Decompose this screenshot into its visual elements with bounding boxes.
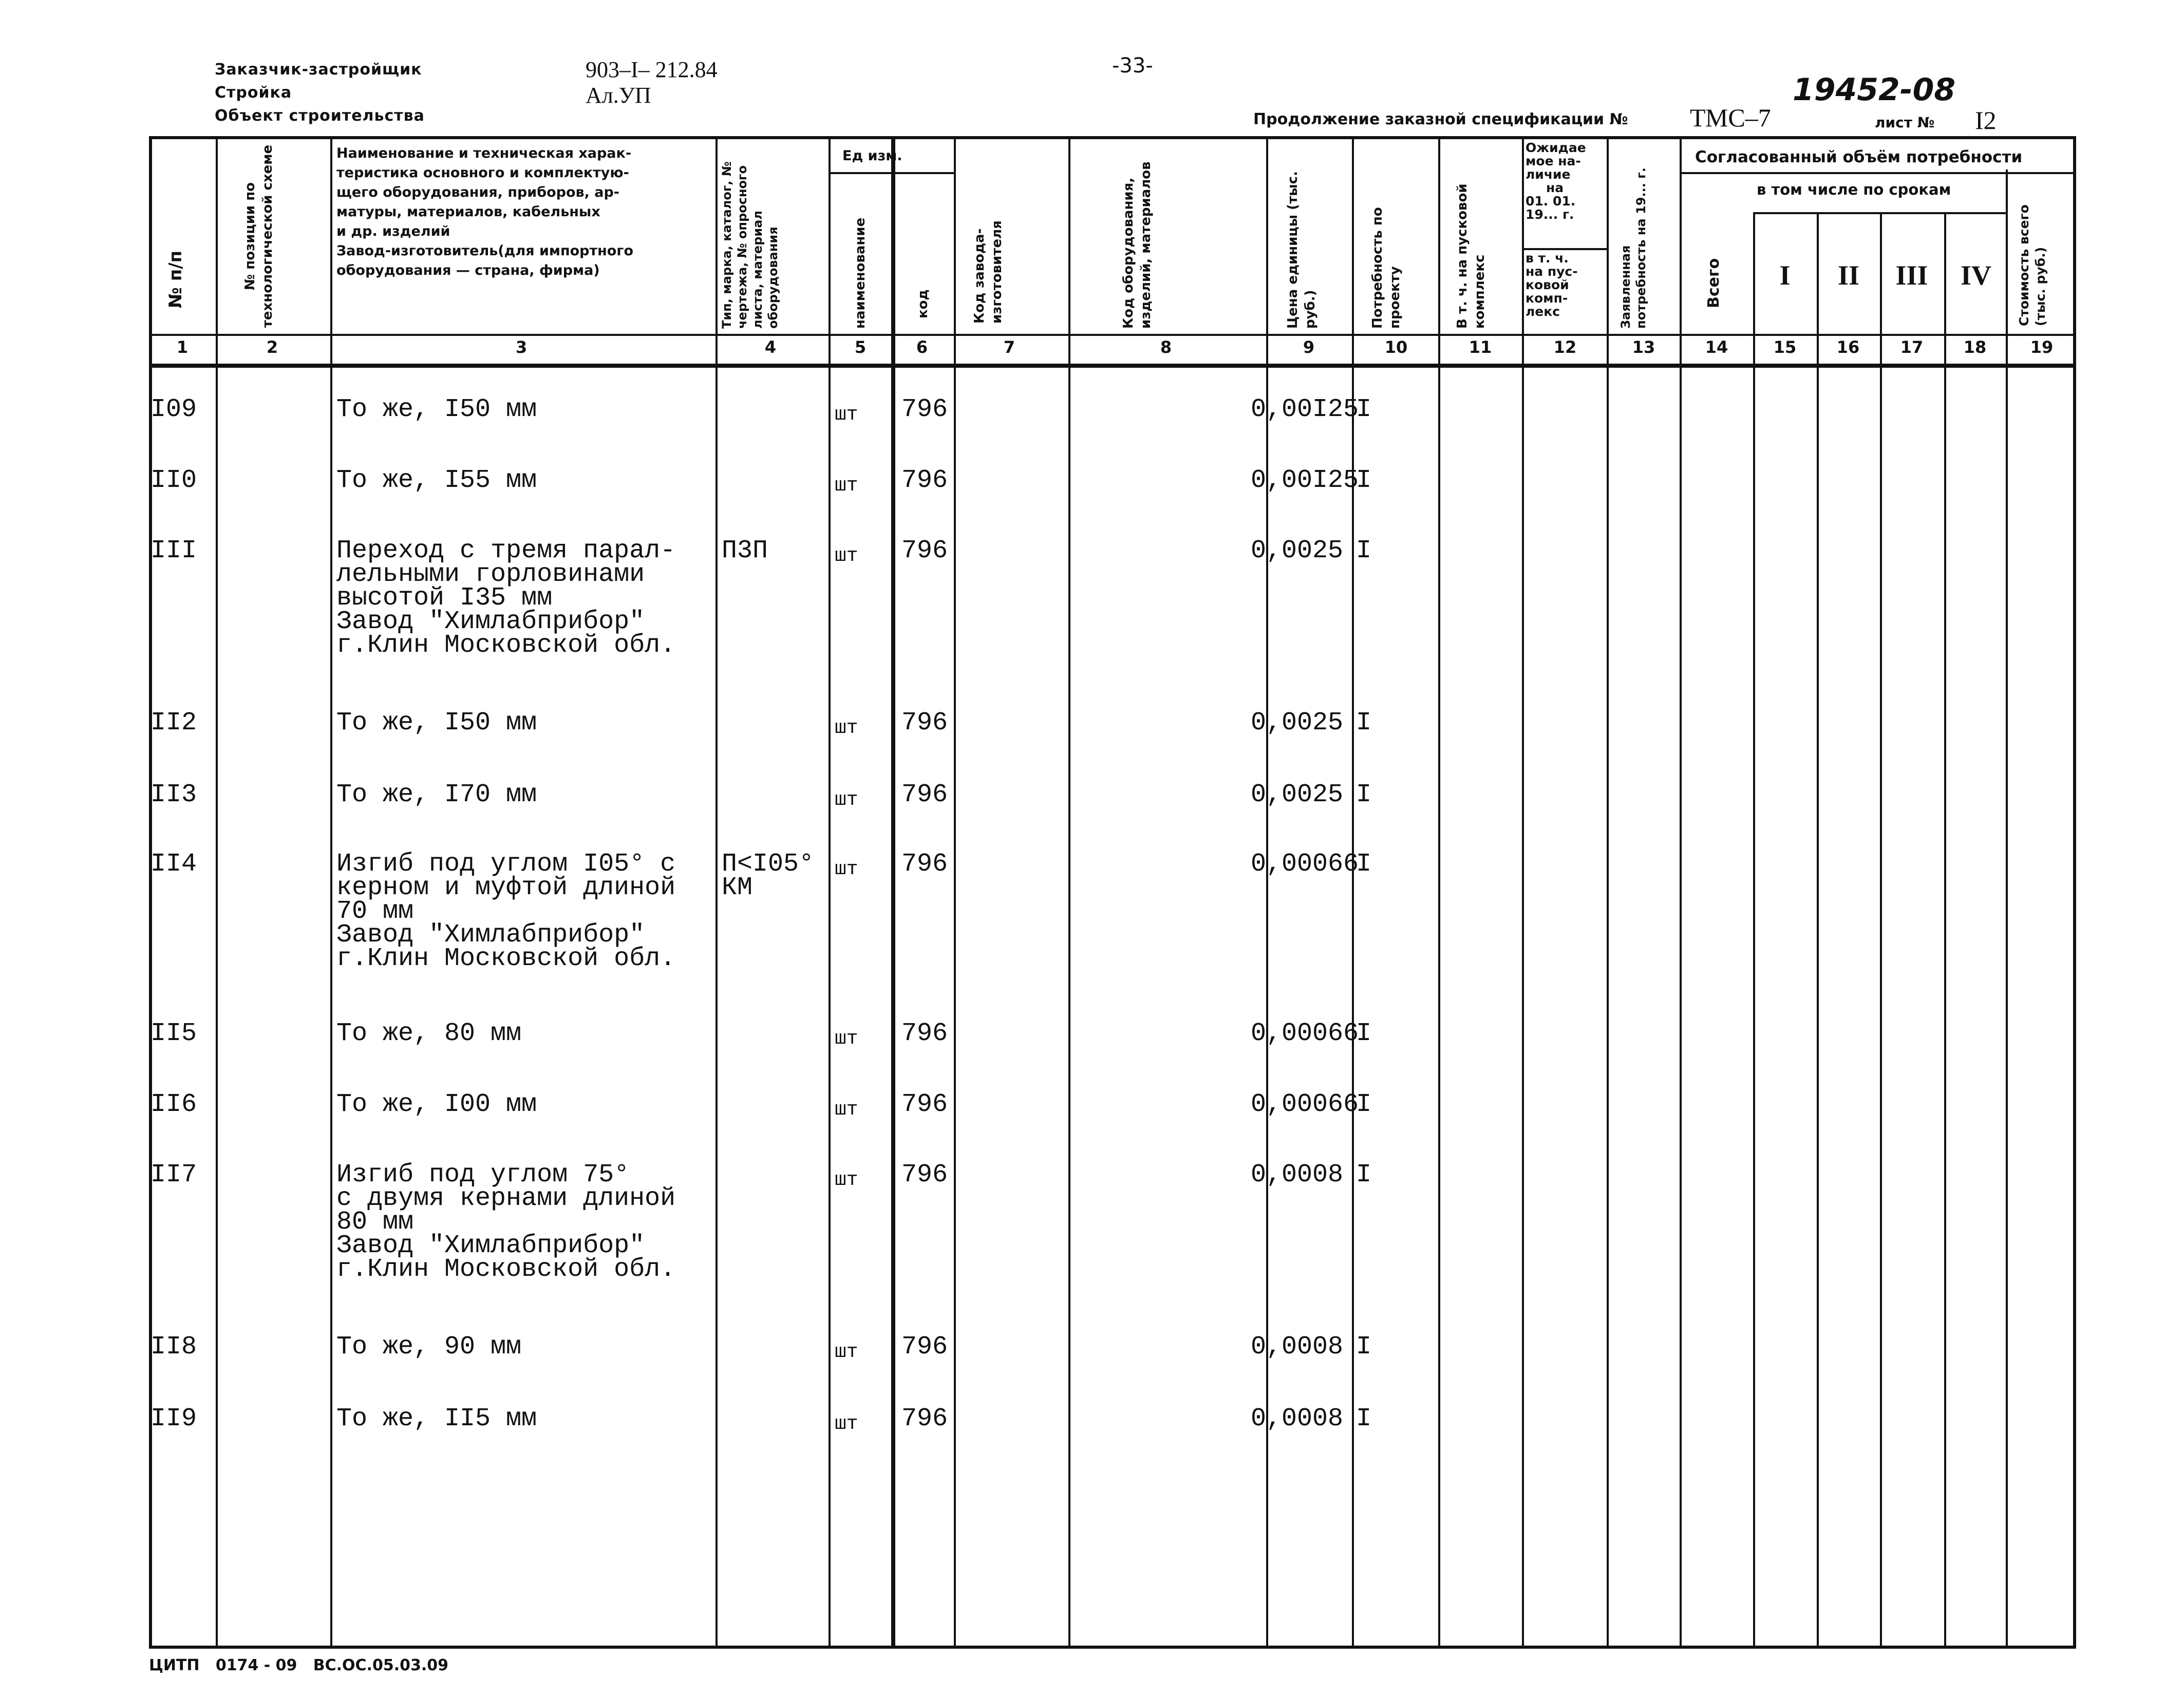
header-col-5: наименование <box>853 217 868 329</box>
unit-code: 796 <box>901 1160 948 1190</box>
header-col-3-line: оборудования — страна, фирма) <box>336 262 600 278</box>
project-qty: I <box>1356 466 1372 495</box>
project-qty: I <box>1356 1090 1372 1119</box>
object-label: Объект строительства <box>215 107 425 125</box>
header-col-12-line: личие <box>1526 167 1571 182</box>
unit-name: шт <box>835 545 858 567</box>
header-col-7: Код завода-изготовителя <box>972 220 1005 324</box>
project-qty: I <box>1356 1019 1372 1048</box>
item-name: То же, I50 мм <box>336 708 537 738</box>
col-divider <box>2006 169 2008 1649</box>
header-col-3-line: щего оборудования, приборов, ар- <box>336 184 619 200</box>
header-col-12-line: мое на- <box>1526 154 1581 168</box>
header-term-4: IV <box>1960 260 1991 291</box>
column-number: 16 <box>1836 337 1860 357</box>
row-divider <box>1753 212 2008 214</box>
header-by-terms: в том числе по срокам <box>1757 181 1951 198</box>
project-qty: I <box>1356 1332 1372 1362</box>
project-qty: I <box>1356 780 1372 809</box>
row-number: I09 <box>150 395 197 424</box>
archive-number: 19452-08 <box>1793 72 1956 108</box>
column-number: 17 <box>1900 337 1924 357</box>
col-divider <box>829 136 831 1649</box>
header-col-12-line: 01. 01. <box>1526 194 1576 209</box>
column-number: 7 <box>1003 337 1015 357</box>
unit-code: 796 <box>901 1090 948 1119</box>
header-col-13: Заявленная потребность на 19... г. <box>1618 167 1648 329</box>
unit-name: шт <box>835 1413 858 1435</box>
unit-name: шт <box>835 717 858 739</box>
unit-code: 796 <box>901 708 948 738</box>
item-name: Изгиб под углом 75° с двумя кернами длиной 80 мм Завод "Химлабприбор" г.Клин Московской обл. <box>336 1160 676 1284</box>
col-divider <box>216 136 218 1649</box>
column-number: 4 <box>764 337 777 357</box>
album-label: Ал.УП <box>586 83 651 108</box>
column-number: 1 <box>176 337 189 357</box>
header-col-12-line: Ожидае <box>1526 140 1586 155</box>
page-number: -33- <box>1112 54 1153 78</box>
project-number: 903–I– 212.84 <box>586 57 718 82</box>
header-col-2: № позиции по технологической схеме <box>242 144 275 328</box>
header-term-3: III <box>1895 260 1928 291</box>
item-name: То же, 90 мм <box>336 1332 522 1362</box>
col-divider <box>1607 136 1609 1649</box>
row-number: III <box>150 536 197 565</box>
continuation-label: Продолжение заказной спецификации № <box>1253 110 1628 128</box>
item-type: П<I05° КМ <box>722 850 815 902</box>
project-qty: I <box>1356 1160 1372 1190</box>
item-name: То же, I70 мм <box>336 780 537 809</box>
row-number: II2 <box>150 708 197 738</box>
header-col-12-line: на <box>1546 180 1564 195</box>
col-divider <box>1352 136 1354 1649</box>
unit-code: 796 <box>901 1332 948 1362</box>
unit-name: шт <box>835 858 858 880</box>
header-col-12b-line: ковой <box>1526 277 1569 292</box>
col-divider <box>1817 212 1819 1649</box>
column-number: 15 <box>1773 337 1797 357</box>
header-col-14: Всего <box>1705 258 1723 308</box>
unit-code: 796 <box>901 1404 948 1433</box>
unit-price: 0,00I25 <box>1251 466 1359 495</box>
spec-code: ТМС–7 <box>1690 103 1771 132</box>
header-col-3-line: теристика основного и комплектую- <box>336 165 629 181</box>
column-number: 8 <box>1160 337 1172 357</box>
header-col-3 <box>336 144 633 280</box>
unit-price: 0,0008 <box>1251 1332 1344 1362</box>
item-name: Переход с тремя парал- лельными горловинами высотой I35 мм Завод "Химлабприбор" г.Клин Московской обл. <box>336 536 676 660</box>
unit-name: шт <box>835 1169 858 1191</box>
header-term-2: II <box>1837 260 1860 291</box>
col-divider <box>1068 136 1070 1649</box>
sheet-number: I2 <box>1975 106 1997 135</box>
unit-code: 796 <box>901 780 948 809</box>
header-col-19: Стоимость всего (тыс. руб.) <box>2017 204 2048 326</box>
header-col-11: В т. ч. на пусковой комплекс <box>1455 183 1488 329</box>
unit-price: 0,00066 <box>1251 1019 1359 1048</box>
site-label: Стройка <box>215 84 292 102</box>
item-name: Изгиб под углом I05° с керном и муфтой длиной 70 мм Завод "Химлабприбор" г.Клин Московской обл. <box>336 850 676 973</box>
unit-price: 0,0025 <box>1251 780 1344 809</box>
unit-code: 796 <box>901 466 948 495</box>
column-number: 6 <box>916 337 928 357</box>
unit-name: шт <box>835 1028 858 1050</box>
row-divider <box>1522 248 1608 250</box>
col-divider <box>716 136 718 1649</box>
project-qty: I <box>1356 850 1372 879</box>
row-number: II7 <box>150 1160 197 1190</box>
item-name: То же, I00 мм <box>336 1090 537 1119</box>
unit-code: 796 <box>901 1019 948 1048</box>
item-name: То же, I50 мм <box>336 395 537 424</box>
header-col-12b-line: в т. ч. <box>1526 251 1569 266</box>
row-number: II0 <box>150 466 197 495</box>
row-number: II3 <box>150 780 197 809</box>
header-col-12-line: 19... г. <box>1526 207 1574 222</box>
row-divider <box>829 172 956 174</box>
header-unit-group: Ед изм. <box>842 148 902 164</box>
unit-code: 796 <box>901 850 948 879</box>
column-number: 12 <box>1553 337 1577 357</box>
col-divider <box>1680 136 1682 1649</box>
column-number: 2 <box>266 337 278 357</box>
column-number: 13 <box>1632 337 1655 357</box>
row-divider <box>149 334 2076 336</box>
header-term-1: I <box>1779 260 1791 291</box>
column-number: 5 <box>854 337 867 357</box>
header-col-12b-line: на пус- <box>1526 264 1578 279</box>
header-col-12 <box>1526 141 1586 221</box>
sheet-label: лист № <box>1875 114 1935 131</box>
unit-name: шт <box>835 475 858 497</box>
unit-price: 0,00I25 <box>1251 395 1359 424</box>
item-name: То же, II5 мм <box>336 1404 537 1433</box>
customer-label: Заказчик-застройщик <box>215 61 422 79</box>
footer-code: ЦИТП 0174 - 09 ВС.ОС.05.03.09 <box>149 1656 448 1674</box>
header-col-3-line: Завод-изготовитель(для импортного <box>336 243 634 259</box>
row-number: II8 <box>150 1332 197 1362</box>
row-number: II9 <box>150 1404 197 1433</box>
col-divider <box>1944 212 1946 1649</box>
header-col-3-line: матуры, материалов, кабельных <box>336 204 600 220</box>
row-number: II5 <box>150 1019 197 1048</box>
unit-name: шт <box>835 1341 858 1363</box>
column-number: 9 <box>1303 337 1315 357</box>
project-qty: I <box>1356 1404 1372 1433</box>
header-agreed-group: Согласованный объём потребности <box>1695 148 2023 166</box>
col-divider <box>954 136 956 1649</box>
column-number: 18 <box>1963 337 1987 357</box>
column-number: 19 <box>2030 337 2054 357</box>
unit-price: 0,0008 <box>1251 1160 1344 1190</box>
col-divider <box>330 136 332 1649</box>
column-number: 14 <box>1705 337 1728 357</box>
header-col-12b <box>1526 252 1578 318</box>
unit-price: 0,0025 <box>1251 708 1344 738</box>
project-qty: I <box>1356 708 1372 738</box>
unit-price: 0,00066 <box>1251 850 1359 879</box>
project-qty: I <box>1356 395 1372 424</box>
header-col-8: Код оборудования, изделий, материалов <box>1121 161 1154 329</box>
header-col-4: Тип, марка, каталог, № чертежа, № опросного листа, материал оборудования <box>720 161 780 329</box>
item-name: То же, I55 мм <box>336 466 537 495</box>
item-name: То же, 80 мм <box>336 1019 522 1048</box>
unit-name: шт <box>835 789 858 811</box>
row-number: II6 <box>150 1090 197 1119</box>
header-col-3-line: и др. изделий <box>336 223 450 239</box>
unit-name: шт <box>835 1099 858 1121</box>
unit-price: 0,0008 <box>1251 1404 1344 1433</box>
column-number: 11 <box>1468 337 1492 357</box>
unit-price: 0,00066 <box>1251 1090 1359 1119</box>
unit-name: шт <box>835 404 858 426</box>
col-divider <box>1880 212 1882 1649</box>
header-col-9: Цена единицы (тыс. руб.) <box>1285 171 1318 329</box>
col-divider <box>1438 136 1440 1649</box>
project-qty: I <box>1356 536 1372 565</box>
header-col-1: № п/п <box>165 250 186 308</box>
column-number: 10 <box>1384 337 1408 357</box>
header-col-3-line: Наименование и техническая харак- <box>336 145 632 161</box>
header-col-10: Потребность по проекту <box>1370 207 1403 329</box>
header-col-6: код <box>915 289 931 318</box>
col-divider <box>891 136 895 1649</box>
header-col-12b-line: лекс <box>1526 304 1560 319</box>
row-number: II4 <box>150 850 197 879</box>
unit-code: 796 <box>901 395 948 424</box>
column-number: 3 <box>515 337 528 357</box>
header-col-12b-line: комп- <box>1526 291 1568 306</box>
row-divider <box>149 364 2076 368</box>
col-divider <box>1753 212 1755 1649</box>
unit-price: 0,0025 <box>1251 536 1344 565</box>
col-divider <box>1522 136 1524 1649</box>
unit-code: 796 <box>901 536 948 565</box>
item-type: П3П <box>722 536 768 565</box>
